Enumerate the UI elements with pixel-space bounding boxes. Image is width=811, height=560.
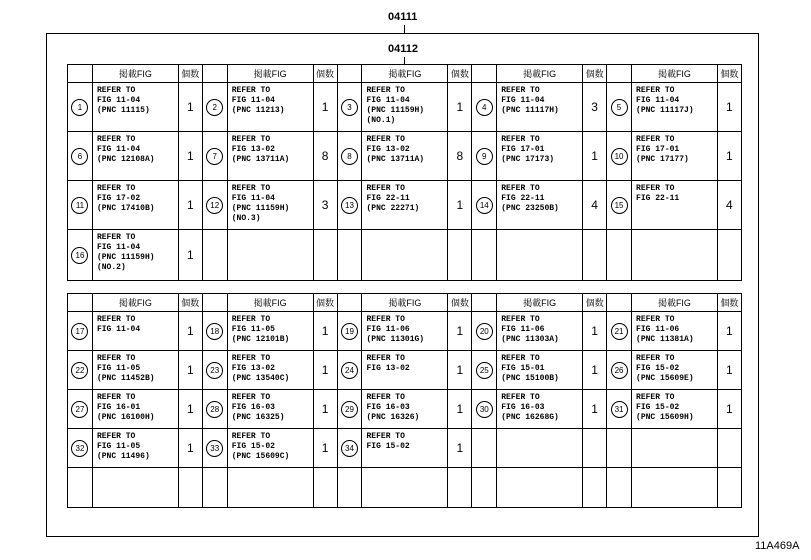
callout-cell (202, 83, 227, 132)
header-qty: 個数 (178, 65, 202, 83)
callout-cell (472, 230, 497, 281)
fig-reference: REFER TO FIG 11-05 (PNC 11496) (92, 429, 178, 468)
callout-number: 26 (611, 362, 628, 379)
table-row (68, 230, 742, 281)
callout-number: 28 (206, 401, 223, 418)
callout-number: 18 (206, 323, 223, 340)
fig-reference: REFER TO FIG 11-04 (PNC 11117H) (497, 83, 583, 132)
quantity: 1 (583, 351, 607, 390)
callout-cell (607, 181, 632, 230)
callout-cell (607, 351, 632, 390)
quantity: 8 (448, 132, 472, 181)
header-blank (202, 294, 227, 312)
table-row (68, 312, 742, 351)
fig-reference (227, 468, 313, 508)
callout-cell (337, 468, 362, 508)
callout-number: 13 (341, 197, 358, 214)
quantity: 4 (717, 181, 741, 230)
table-row (68, 181, 742, 230)
header-blank (68, 294, 93, 312)
fig-reference: REFER TO FIG 11-04 (PNC 11115) (92, 83, 178, 132)
callout-number: 20 (476, 323, 493, 340)
callout-cell (337, 351, 362, 390)
quantity (717, 429, 741, 468)
callout-cell (202, 132, 227, 181)
quantity: 3 (583, 83, 607, 132)
callout-number: 25 (476, 362, 493, 379)
callout-cell (337, 312, 362, 351)
assembly-label-04111: 04111 (388, 11, 418, 23)
fig-reference: REFER TO FIG 11-06 (PNC 11301G) (362, 312, 448, 351)
callout-cell (202, 230, 227, 281)
callout-cell (607, 230, 632, 281)
fig-reference: REFER TO FIG 13-02 (PNC 13540C) (227, 351, 313, 390)
table-row (68, 83, 742, 132)
callout-number: 4 (476, 99, 493, 116)
callout-cell (607, 132, 632, 181)
quantity (717, 230, 741, 281)
fig-reference (227, 230, 313, 281)
quantity: 8 (313, 132, 337, 181)
callout-cell (337, 429, 362, 468)
leader-line-04112 (404, 57, 405, 64)
callout-number: 15 (611, 197, 628, 214)
header-fig: 掲載FIG (92, 294, 178, 312)
callout-cell (68, 429, 93, 468)
header-fig: 掲載FIG (632, 294, 718, 312)
quantity: 1 (448, 351, 472, 390)
fig-reference: REFER TO FIG 11-04 (92, 312, 178, 351)
table-row (68, 390, 742, 429)
fig-reference: REFER TO FIG 22-11 (632, 181, 718, 230)
callout-number: 8 (341, 148, 358, 165)
callout-number: 2 (206, 99, 223, 116)
table-row (68, 429, 742, 468)
table-row (68, 351, 742, 390)
header-blank (472, 294, 497, 312)
parts-table-upper (67, 64, 742, 281)
callout-cell (472, 181, 497, 230)
header-fig: 掲載FIG (497, 65, 583, 83)
callout-cell (202, 468, 227, 508)
table-row (68, 468, 742, 508)
quantity: 1 (717, 83, 741, 132)
header-blank (607, 294, 632, 312)
fig-reference: REFER TO FIG 11-04 (PNC 11117J) (632, 83, 718, 132)
fig-reference: REFER TO FIG 11-04 (PNC 11159H) (NO.3) (227, 181, 313, 230)
callout-number: 23 (206, 362, 223, 379)
quantity (583, 429, 607, 468)
quantity: 1 (313, 429, 337, 468)
quantity: 1 (448, 390, 472, 429)
callout-cell (607, 390, 632, 429)
header-qty: 個数 (448, 65, 472, 83)
quantity (313, 468, 337, 508)
header-qty: 個数 (178, 294, 202, 312)
fig-reference: REFER TO FIG 16-01 (PNC 16100H) (92, 390, 178, 429)
quantity: 1 (717, 351, 741, 390)
callout-cell (607, 312, 632, 351)
header-qty: 個数 (717, 294, 741, 312)
table-header-row (68, 65, 742, 83)
callout-cell (607, 468, 632, 508)
quantity: 1 (178, 351, 202, 390)
callout-cell (337, 83, 362, 132)
quantity (448, 468, 472, 508)
quantity (178, 468, 202, 508)
callout-number: 17 (71, 323, 88, 340)
callout-number: 14 (476, 197, 493, 214)
fig-reference (497, 429, 583, 468)
fig-reference: REFER TO FIG 11-04 (PNC 11159H) (NO.2) (92, 230, 178, 281)
header-blank (337, 65, 362, 83)
quantity: 1 (583, 312, 607, 351)
callout-number: 11 (71, 197, 88, 214)
callout-cell (68, 351, 93, 390)
figure-id: 11A469A (755, 540, 800, 552)
fig-reference (632, 468, 718, 508)
callout-number: 33 (206, 440, 223, 457)
fig-reference: REFER TO FIG 11-06 (PNC 11381A) (632, 312, 718, 351)
fig-reference: REFER TO FIG 15-02 (362, 429, 448, 468)
fig-reference (632, 429, 718, 468)
callout-number: 6 (71, 148, 88, 165)
callout-cell (607, 83, 632, 132)
callout-cell (202, 312, 227, 351)
quantity: 1 (448, 83, 472, 132)
callout-cell (472, 429, 497, 468)
quantity: 1 (178, 429, 202, 468)
callout-number: 30 (476, 401, 493, 418)
callout-cell (68, 468, 93, 508)
table-header-row (68, 294, 742, 312)
fig-reference: REFER TO FIG 16-03 (PNC 16326) (362, 390, 448, 429)
callout-cell (472, 132, 497, 181)
quantity: 1 (448, 312, 472, 351)
fig-reference: REFER TO FIG 15-02 (PNC 15609E) (632, 351, 718, 390)
callout-number: 29 (341, 401, 358, 418)
callout-number: 7 (206, 148, 223, 165)
quantity: 1 (717, 390, 741, 429)
fig-reference (497, 230, 583, 281)
callout-cell (472, 312, 497, 351)
callout-number: 5 (611, 99, 628, 116)
fig-reference: REFER TO FIG 13-02 (PNC 13711A) (227, 132, 313, 181)
fig-reference: REFER TO FIG 11-06 (PNC 11303A) (497, 312, 583, 351)
quantity: 1 (178, 312, 202, 351)
quantity: 1 (178, 132, 202, 181)
quantity (313, 230, 337, 281)
fig-reference: REFER TO FIG 13-02 (PNC 13711A) (362, 132, 448, 181)
callout-cell (202, 351, 227, 390)
quantity: 1 (178, 230, 202, 281)
callout-number: 19 (341, 323, 358, 340)
header-qty: 個数 (448, 294, 472, 312)
quantity (717, 468, 741, 508)
callout-number: 32 (71, 440, 88, 457)
header-qty: 個数 (313, 65, 337, 83)
header-blank (68, 65, 93, 83)
quantity: 1 (583, 132, 607, 181)
header-fig: 掲載FIG (227, 294, 313, 312)
header-qty: 個数 (717, 65, 741, 83)
header-qty: 個数 (583, 65, 607, 83)
quantity: 1 (313, 351, 337, 390)
fig-reference: REFER TO FIG 16-03 (PNC 16268G) (497, 390, 583, 429)
quantity: 1 (448, 429, 472, 468)
header-qty: 個数 (313, 294, 337, 312)
callout-number: 31 (611, 401, 628, 418)
fig-reference: REFER TO FIG 15-02 (PNC 15609C) (227, 429, 313, 468)
fig-reference: REFER TO FIG 15-02 (PNC 15609H) (632, 390, 718, 429)
quantity: 1 (717, 312, 741, 351)
table-row (68, 132, 742, 181)
fig-reference: REFER TO FIG 11-04 (PNC 12108A) (92, 132, 178, 181)
callout-number: 34 (341, 440, 358, 457)
quantity: 1 (178, 390, 202, 429)
quantity (583, 468, 607, 508)
fig-reference: REFER TO FIG 16-03 (PNC 16325) (227, 390, 313, 429)
fig-reference: REFER TO FIG 13-02 (362, 351, 448, 390)
fig-reference: REFER TO FIG 17-01 (PNC 17173) (497, 132, 583, 181)
header-blank (472, 65, 497, 83)
header-fig: 掲載FIG (362, 65, 448, 83)
header-qty: 個数 (583, 294, 607, 312)
quantity: 1 (448, 181, 472, 230)
header-fig: 掲載FIG (497, 294, 583, 312)
fig-reference (362, 230, 448, 281)
leader-line-04111 (404, 25, 405, 33)
quantity: 1 (178, 181, 202, 230)
header-blank (202, 65, 227, 83)
fig-reference (362, 468, 448, 508)
fig-reference: REFER TO FIG 17-01 (PNC 17177) (632, 132, 718, 181)
quantity (448, 230, 472, 281)
fig-reference: REFER TO FIG 15-01 (PNC 15100B) (497, 351, 583, 390)
quantity: 1 (313, 312, 337, 351)
parts-table-lower (67, 293, 742, 508)
callout-number: 12 (206, 197, 223, 214)
callout-cell (202, 390, 227, 429)
fig-reference: REFER TO FIG 11-04 (PNC 11159H) (NO.1) (362, 83, 448, 132)
callout-cell (68, 83, 93, 132)
callout-cell (68, 230, 93, 281)
quantity: 1 (717, 132, 741, 181)
callout-number: 9 (476, 148, 493, 165)
quantity: 3 (313, 181, 337, 230)
callout-number: 21 (611, 323, 628, 340)
quantity: 1 (178, 83, 202, 132)
header-blank (337, 294, 362, 312)
callout-cell (68, 390, 93, 429)
header-fig: 掲載FIG (92, 65, 178, 83)
callout-number: 27 (71, 401, 88, 418)
quantity: 1 (313, 390, 337, 429)
callout-cell (337, 230, 362, 281)
callout-cell (337, 390, 362, 429)
fig-reference (632, 230, 718, 281)
callout-cell (472, 390, 497, 429)
callout-cell (68, 312, 93, 351)
callout-number: 16 (71, 247, 88, 264)
fig-reference (497, 468, 583, 508)
callout-cell (337, 132, 362, 181)
callout-number: 24 (341, 362, 358, 379)
callout-cell (472, 351, 497, 390)
header-fig: 掲載FIG (362, 294, 448, 312)
callout-number: 22 (71, 362, 88, 379)
callout-cell (472, 83, 497, 132)
callout-cell (68, 181, 93, 230)
header-fig: 掲載FIG (632, 65, 718, 83)
quantity (583, 230, 607, 281)
quantity: 1 (583, 390, 607, 429)
fig-reference (92, 468, 178, 508)
callout-cell (337, 181, 362, 230)
callout-cell (607, 429, 632, 468)
callout-number: 1 (71, 99, 88, 116)
fig-reference: REFER TO FIG 22-11 (PNC 23250B) (497, 181, 583, 230)
fig-reference: REFER TO FIG 11-05 (PNC 12101B) (227, 312, 313, 351)
fig-reference: REFER TO FIG 17-02 (PNC 17410B) (92, 181, 178, 230)
header-blank (607, 65, 632, 83)
quantity: 4 (583, 181, 607, 230)
header-fig: 掲載FIG (227, 65, 313, 83)
fig-reference: REFER TO FIG 11-04 (PNC 11213) (227, 83, 313, 132)
callout-number: 3 (341, 99, 358, 116)
callout-cell (68, 132, 93, 181)
quantity: 1 (313, 83, 337, 132)
fig-reference: REFER TO FIG 11-05 (PNC 11452B) (92, 351, 178, 390)
callout-number: 10 (611, 148, 628, 165)
assembly-label-04112: 04112 (388, 43, 418, 55)
callout-cell (472, 468, 497, 508)
callout-cell (202, 429, 227, 468)
fig-reference: REFER TO FIG 22-11 (PNC 22271) (362, 181, 448, 230)
callout-cell (202, 181, 227, 230)
